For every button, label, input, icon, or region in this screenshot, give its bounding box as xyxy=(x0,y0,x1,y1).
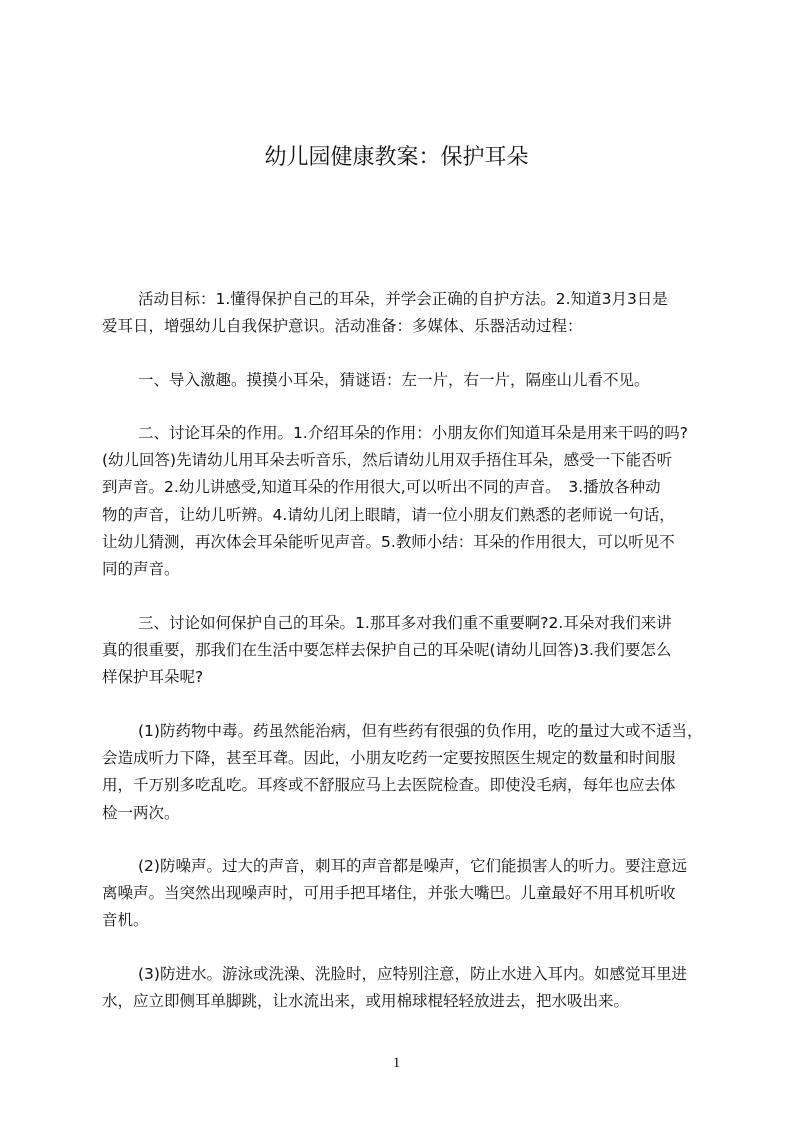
paragraph xyxy=(102,610,708,692)
paragraph-line: 爱耳日，增强幼儿自我保护意识。活动准备：多媒体、乐器活动过程： xyxy=(102,317,583,336)
paragraph-line: 活动目标：1.懂得保护自己的耳朵，并学会正确的自护方法。2.知道3月3日是 xyxy=(138,290,668,308)
paragraph xyxy=(102,718,708,827)
paragraph-line: 到声音。2.幼儿讲感受,知道耳朵的作用很大,可以听出不同的声音。 3.播放各种动 xyxy=(102,478,661,497)
paragraph-line: 会造成听力下降，甚至耳聋。因此，小朋友吃药一定要按照医生规定的数量和时间服 xyxy=(102,749,676,768)
paragraph-line: (2)防噪声。过大的声音，刺耳的声音都是噪声，它们能损害人的听力。要注意远 xyxy=(138,857,687,875)
paragraph-line: 离噪声。当突然出现噪声时，可用手把耳堵住，并张大嘴巴。儿童最好不用耳机听收 xyxy=(102,884,676,903)
paragraph-line: 三、讨论如何保护自己的耳朵。1.那耳多对我们重不重要啊?2.耳朵对我们来讲 xyxy=(138,614,672,632)
paragraph-line: 音机。 xyxy=(102,911,149,930)
paragraph-line: (3)防进水。游泳或洗澡、洗脸时，应特别注意，防止水进入耳内。如感觉耳里进 xyxy=(138,965,687,983)
paragraph-line: 二、讨论耳朵的作用。1.介绍耳朵的作用：小朋友你们知道耳朵是用来干吗的吗? xyxy=(138,424,689,442)
paragraph-line: 样保护耳朵呢? xyxy=(102,668,204,687)
paragraph-line: 让幼儿猜测，再次体会耳朵能听见声音。5.教师小结：耳朵的作用很大，可以听见不 xyxy=(102,532,675,551)
paragraph xyxy=(102,420,708,583)
paragraph-line: 物的声音，让幼儿听辨。4.请幼儿闭上眼睛，请一位小朋友们熟悉的老师说一句话， xyxy=(102,505,675,524)
paragraph xyxy=(102,853,708,935)
paragraph-line: 用，千万别多吃乱吃。耳疼或不舒服应马上去医院检查。即使没毛病，每年也应去体 xyxy=(102,776,676,795)
paragraph-line: 同的声音。 xyxy=(102,559,180,578)
paragraph xyxy=(102,286,708,340)
paragraph-line: (幼儿回答)先请幼儿用耳朵去听音乐，然后请幼儿用双手捂住耳朵，感受一下能否听 xyxy=(102,451,673,470)
paragraph xyxy=(102,961,708,1015)
paragraph-line: 检一两次。 xyxy=(102,803,180,822)
paragraph-line: 一、导入激趣。摸摸小耳朵，猜谜语：左一片，右一片，隔座山儿看不见。 xyxy=(138,371,650,389)
page-number: 1 xyxy=(392,1055,401,1071)
paragraph-line: 水，应立即侧耳单脚跳，让水流出来，或用棉球棍轻轻放进去，把水吸出来。 xyxy=(102,992,630,1011)
paragraph xyxy=(102,367,708,394)
paragraph-line: (1)防药物中毒。药虽然能治病，但有些药有很强的负作用，吃的量过大或不适当， xyxy=(138,722,703,740)
paragraph-line: 真的很重要，那我们在生活中要怎样去保护自己的耳朵呢(请幼儿回答)3.我们要怎么 xyxy=(102,641,672,660)
document-title: 幼儿园健康教案：保护耳朵 xyxy=(264,145,529,170)
